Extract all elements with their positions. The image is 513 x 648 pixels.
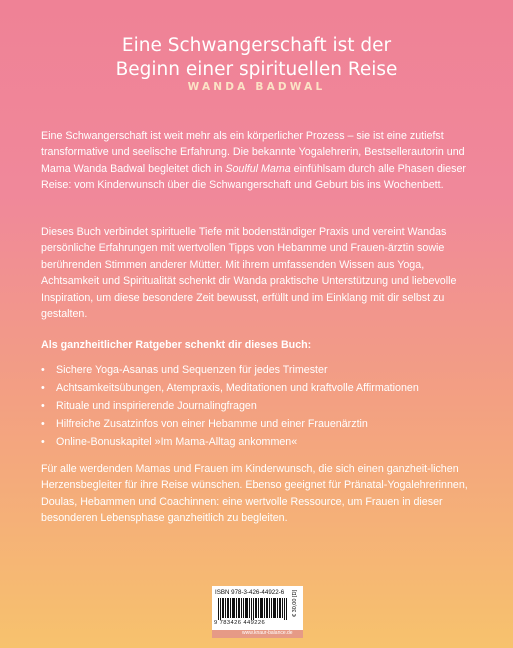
list-item (41, 415, 481, 433)
intro-text-start: Eine Schwangerschaft ist weit mehr als ein körperlicher Prozess – sie ist eine zutiefst transformative und seelische Erfahrung. Die bekannte Yogalehrerin, Bestsellerautorin und Mama Wanda Badwal begleitet dich in (41, 130, 465, 175)
price-label: € 30,00 [D] (292, 590, 298, 617)
intro-paragraph (41, 128, 481, 194)
list-item (41, 379, 481, 397)
bullet-icon: • (41, 382, 45, 394)
back-cover-headline (0, 34, 513, 82)
benefits-list (41, 361, 481, 451)
audience-paragraph: Für alle werdenden Mamas und Frauen im Kinderwunsch, die sich einen ganzheit-lichen Herzensbegleiter für ihre Reise wünschen. Ebenso geeignet für Pränatal-Yogalehrerinnen, Doulas, Hebammen und Coachinnen: eine wertvolle Ressource, um Frauen in dieser besonderen Lebensphase ganzheitlich zu begleiten. (41, 463, 468, 525)
headline-line-2: Beginn einer spirituellen Reise (115, 59, 398, 80)
list-item (41, 361, 481, 379)
list-item (41, 433, 481, 451)
bullet-icon: • (41, 364, 45, 376)
barcode-graphic (218, 598, 288, 620)
description-paragraph: Dieses Buch verbindet spirituelle Tiefe mit bodenständiger Praxis und vereint Wandas persönliche Erfahrungen mit wertvollen Tipps von Hebamme und Frauen-ärztin sowie berührenden Stimmen anderer Mütter. Mit ihrem umfassenden Wissen aus Yoga, Achtsamkeit und Spiritualität schenkt dir Wanda praktische Unterstützung und liebevolle Inspiration, um diese besondere Zeit bewusst, erfüllt und im Einklang mit dir selbst zu gestalten. (41, 226, 457, 321)
isbn-barcode-box (212, 586, 303, 638)
publisher-url-strip (212, 630, 303, 638)
book-title: Soulful Mama (225, 162, 291, 175)
bullet-icon: • (41, 418, 45, 430)
list-item-text: Achtsamkeitsübungen, Atempraxis, Meditationen und kraftvolle Affirmationen (56, 382, 419, 394)
barcode-digits: 9 783426 449226 (214, 620, 266, 626)
bullet-icon: • (41, 436, 45, 448)
list-item (41, 397, 481, 415)
list-item-text: Sichere Yoga-Asanas und Sequenzen für jedes Trimester (56, 364, 328, 376)
list-item-text: Online-Bonuskapitel »Im Mama-Alltag ankommen« (56, 436, 298, 448)
headline-line-1: Eine Schwangerschaft ist der (121, 35, 392, 56)
isbn-label: ISBN 978-3-426-44922-6 (215, 589, 285, 596)
intro-text-end: einfühlsam durch alle Phasen dieser Reise: vom Kinderwunsch über die Schwangerschaft und Geburt bis ins Wochenbett. (41, 162, 466, 192)
benefits-heading: Als ganzheitlicher Ratgeber schenkt dir dieses Buch: (41, 339, 312, 351)
bullet-icon: • (41, 400, 45, 412)
list-item-text: Rituale und inspirierende Journalingfragen (56, 400, 257, 412)
list-item-text: Hilfreiche Zusatzinfos von einer Hebamme und einer Frauenärztin (56, 418, 368, 430)
publisher-url: www.knaur-balance.de (242, 630, 293, 636)
author-name: WANDA BADWAL (187, 81, 326, 93)
